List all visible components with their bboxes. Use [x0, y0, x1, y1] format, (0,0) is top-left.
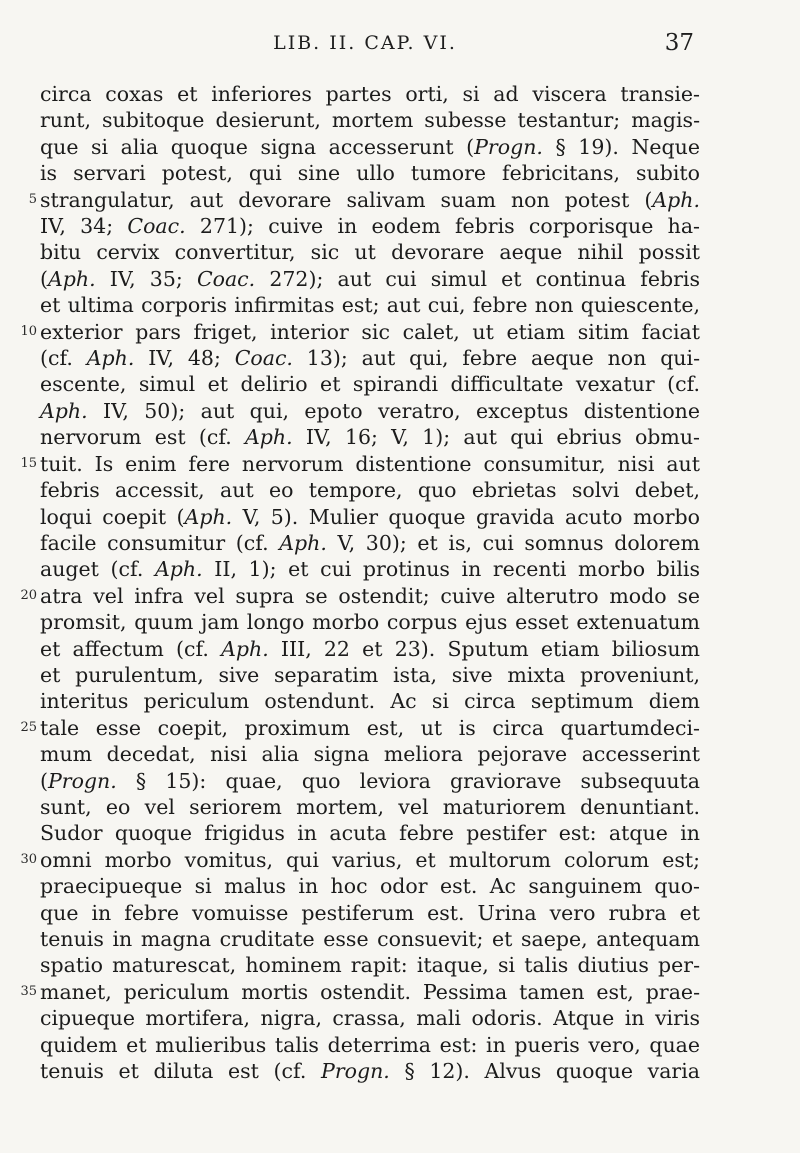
line-number: 10: [20, 323, 37, 339]
line-number: 30: [20, 851, 37, 867]
line-text: loqui coepit (Aph. V, 5). Mulier quoque gravida acuto morbo: [40, 504, 700, 529]
text-line: [0, 768, 800, 794]
line-text: (Progn. § 15): quae, quo leviora graviorave subsequuta: [40, 768, 700, 793]
line-text: facile consumitur (cf. Aph. V, 30); et is, cui somnus dolorem: [40, 530, 700, 555]
text-line: [0, 715, 800, 741]
text-line: [0, 1032, 800, 1058]
line-text: circa coxas et inferiores partes orti, si ad viscera transie-: [40, 82, 700, 106]
line-text: manet, periculum mortis ostendit. Pessima tamen est, prae-: [40, 979, 700, 1004]
line-text: Sudor quoque frigidus in acuta febre pestifer est: atque in: [40, 821, 700, 846]
line-text: (cf. Aph. IV, 48; Coac. 13); aut qui, febre aeque non qui-: [40, 346, 700, 371]
chapter-heading: LIB. II. CAP. VI.: [273, 32, 457, 54]
text-line: [0, 794, 800, 820]
text-line: [0, 873, 800, 899]
text-line: [0, 213, 800, 239]
text-line: [0, 292, 800, 318]
line-text: cipueque mortifera, nigra, crassa, mali odoris. Atque in viris: [40, 1006, 700, 1031]
line-text: escente, simul et delirio et spirandi difficultate vexatur (cf.: [40, 372, 700, 397]
line-text: tale esse coepit, proximum est, ut is circa quartumdeci-: [40, 715, 700, 740]
line-text: tenuis et diluta est (cf. Progn. § 12). Alvus quoque varia: [40, 1059, 700, 1084]
line-text: bitu cervix convertitur, sic ut devorare aeque nihil possit: [40, 240, 700, 265]
line-text: spatio maturescat, hominem rapit: itaque, si talis diutius per-: [40, 953, 700, 978]
text-line: [0, 979, 800, 1005]
line-text: mum decedat, nisi alia signa meliora pejorave accesserint: [40, 742, 700, 767]
line-text: runt, subitoque desierunt, mortem subesse testantur; magis-: [40, 108, 700, 133]
line-text: febris accessit, aut eo tempore, quo ebrietas solvi debet,: [40, 478, 700, 503]
text-line: [0, 1005, 800, 1031]
text-line: [0, 239, 800, 265]
text-line: [0, 556, 800, 582]
line-text: atra vel infra vel supra se ostendit; cuive alterutro modo se: [40, 583, 700, 608]
text-line: [0, 134, 800, 160]
text-line: [0, 319, 800, 345]
line-text: quidem et mulieribus talis deterrima est: in pueris vero, quae: [40, 1032, 700, 1057]
text-line: [0, 81, 800, 107]
line-text: praecipueque si malus in hoc odor est. Ac sanguinem quo-: [40, 874, 700, 899]
line-text: strangulatur, aut devorare salivam suam non potest (Aph.: [40, 187, 700, 212]
text-line: [0, 662, 800, 688]
text-line: [0, 451, 800, 477]
text-line: [0, 688, 800, 714]
text-line: [0, 530, 800, 556]
text-line: [0, 398, 800, 424]
line-text: que si alia quoque signa accesserunt (Progn. § 19). Neque: [40, 134, 700, 159]
page-number: 37: [664, 30, 694, 56]
text-line: [0, 504, 800, 530]
text-line: [0, 1058, 800, 1084]
text-line: [0, 477, 800, 503]
text-line: [0, 636, 800, 662]
text-line: [0, 371, 800, 397]
line-text: et affectum (cf. Aph. III, 22 et 23). Sputum etiam biliosum: [40, 636, 700, 661]
line-text: tuit. Is enim fere nervorum distentione consumitur, nisi aut: [40, 451, 700, 476]
line-text: exterior pars friget, interior sic calet, ut etiam sitim faciat: [40, 319, 700, 344]
body-text: [0, 81, 800, 1084]
text-line: [0, 900, 800, 926]
line-text: (Aph. IV, 35; Coac. 272); aut cui simul et continua febris: [40, 266, 700, 291]
text-line: [0, 741, 800, 767]
line-text: que in febre vomuisse pestiferum est. Urina vero rubra et: [40, 900, 700, 925]
line-text: et ultima corporis infirmitas est; aut cui, febre non quiescente,: [40, 293, 700, 318]
text-line: [0, 160, 800, 186]
line-number: 20: [20, 587, 37, 603]
text-line: [0, 583, 800, 609]
text-line: [0, 847, 800, 873]
line-number: 15: [20, 455, 37, 471]
line-text: et purulentum, sive separatim ista, sive mixta proveniunt,: [40, 662, 700, 687]
line-text: sunt, eo vel seriorem mortem, vel maturiorem denuntiant.: [40, 794, 700, 819]
text-line: [0, 266, 800, 292]
text-line: [0, 926, 800, 952]
line-text: auget (cf. Aph. II, 1); et cui protinus in recenti morbo bilis: [40, 557, 700, 582]
text-line: [0, 424, 800, 450]
line-text: omni morbo vomitus, qui varius, et multorum colorum est;: [40, 847, 700, 872]
line-text: interitus periculum ostendunt. Ac si circa septimum diem: [40, 689, 700, 714]
text-line: [0, 952, 800, 978]
line-text: Aph. IV, 50); aut qui, epoto veratro, exceptus distentione: [40, 398, 700, 423]
line-text: promsit, quum jam longo morbo corpus ejus esset extenuatum: [40, 610, 700, 635]
text-line: [0, 820, 800, 846]
line-text: tenuis in magna cruditate esse consuevit; et saepe, antequam: [40, 927, 700, 951]
text-line: [0, 609, 800, 635]
line-number: 25: [20, 719, 37, 735]
line-text: nervorum est (cf. Aph. IV, 16; V, 1); aut qui ebrius obmu-: [40, 425, 700, 450]
line-text: IV, 34; Coac. 271); cuive in eodem febris corporisque ha-: [40, 214, 700, 239]
text-line: [0, 107, 800, 133]
text-line: [0, 345, 800, 371]
text-line: [0, 187, 800, 213]
line-text: is servari potest, qui sine ullo tumore febricitans, subito: [40, 161, 700, 186]
line-number: 35: [20, 983, 37, 999]
running-head: [0, 30, 800, 58]
line-number: 5: [28, 191, 37, 207]
